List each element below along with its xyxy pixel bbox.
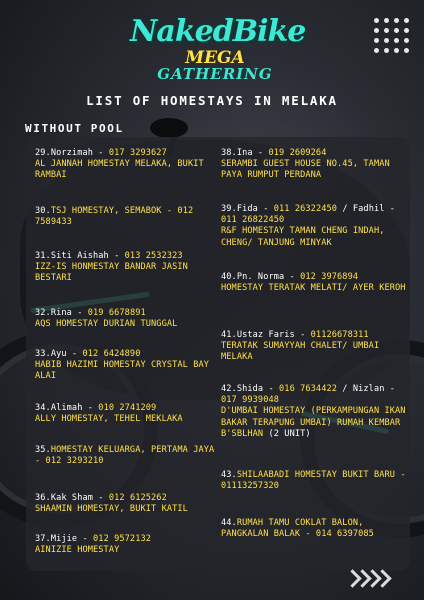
- homestay-entry: [35, 251, 215, 285]
- grid-dot: [384, 28, 389, 33]
- entry-phone: 011 26322450: [273, 204, 338, 214]
- entry-homestay-name: R&F HOMESTAY TAMAN CHENG INDAH, CHENG/ TANJUNG MINYAK: [221, 226, 385, 248]
- dot-grid-icon: [374, 18, 414, 58]
- entry-contact-name-2: / Fadhil -: [337, 204, 396, 214]
- grid-dot: [384, 48, 389, 53]
- entry-contact-line: [35, 534, 215, 545]
- entry-homestay-details: [35, 414, 215, 425]
- entry-contact-line: [35, 251, 215, 262]
- next-arrows-icon: [344, 570, 394, 592]
- entry-phone: - 014 6397085: [300, 529, 374, 540]
- entry-homestay-name: SERAMBI GUEST HOUSE NO.45, TAMAN PAYA RUMPUT PERDANA: [221, 159, 390, 181]
- entry-contact-name: 41.Ustaz Faris -: [221, 330, 311, 340]
- entry-phone: 01126678311: [310, 330, 369, 340]
- homestay-entry: [35, 148, 215, 182]
- entry-contact-line: [221, 330, 407, 341]
- grid-dot: [394, 48, 399, 53]
- entry-contact-line: [221, 518, 407, 540]
- homestay-entry: [221, 470, 407, 492]
- entry-homestay-name: RUMAH TAMU COKLAT BALON, PANGKALAN BALAK: [221, 518, 364, 540]
- entry-homestay-name: HOMESTAY TERATAK MELATI/ AYER KEROH: [221, 283, 406, 294]
- entry-homestay-details: [35, 545, 215, 556]
- grid-dot: [404, 48, 409, 53]
- entry-contact-name: 38.Ina -: [221, 148, 269, 158]
- entry-phone: 013 2532323: [124, 251, 183, 261]
- entry-phone: 012 6424890: [82, 349, 141, 359]
- entry-homestay-details: [35, 504, 215, 515]
- grid-dot: [394, 38, 399, 43]
- homestay-entry: [35, 534, 215, 556]
- grid-dot: [404, 18, 409, 23]
- entry-homestay-name: ALLY HOMESTAY, TEHEL MEKLAKA: [35, 414, 183, 425]
- entry-phone: - 01113257320: [221, 470, 406, 492]
- entry-contact-name: 34.Alimah -: [35, 403, 99, 413]
- homestay-entry: [221, 330, 407, 364]
- entry-homestay-details: [35, 262, 215, 284]
- entry-contact-name: 30.: [35, 206, 51, 216]
- entry-phone: - 012 7589433: [35, 206, 194, 228]
- entry-contact-name: 35.: [35, 445, 51, 455]
- entry-contact-line: [35, 445, 215, 467]
- entry-phone: 019 2609264: [268, 148, 327, 158]
- homestay-entry: [35, 493, 215, 515]
- entry-homestay-name: TERATAK SUMAYYAH CHALET/ UMBAI MELAKA: [221, 341, 380, 363]
- entry-homestay-details: [221, 341, 407, 363]
- homestay-entry: [35, 206, 215, 228]
- entry-homestay-name: HABIB HAZIMI HOMESTAY CRYSTAL BAY ALAI: [35, 360, 210, 382]
- grid-dot: [404, 28, 409, 33]
- entry-contact-line: [221, 470, 407, 492]
- homestay-entry: [35, 403, 215, 425]
- entry-homestay-details: [35, 360, 215, 382]
- grid-dot: [374, 48, 379, 53]
- entry-contact-name: 43.: [221, 470, 237, 480]
- entry-contact-name: 44.: [221, 518, 237, 528]
- entry-contact-line: [35, 206, 215, 228]
- entry-contact-name: 33.Ayu -: [35, 349, 83, 359]
- homestay-entry: [221, 148, 407, 182]
- entry-contact-line: [35, 148, 215, 159]
- homestay-entry: [35, 349, 215, 383]
- entry-phone: 017 3293627: [108, 148, 167, 158]
- grid-dot: [374, 28, 379, 33]
- entry-homestay-name: AL JANNAH HOMESTAY MELAKA, BUKIT RAMBAI: [35, 159, 204, 181]
- entry-homestay-name: AINIZIE HOMESTAY: [35, 545, 120, 556]
- grid-dot: [384, 38, 389, 43]
- entry-homestay-details: [221, 226, 407, 248]
- entry-phone: 016 7634422: [279, 384, 338, 394]
- entry-contact-name: 37.Mijie -: [35, 534, 94, 544]
- entry-phone: 019 6678891: [87, 308, 146, 318]
- grid-dot: [404, 38, 409, 43]
- logo-tagline: GATHERING: [157, 65, 273, 83]
- entry-contact-line: [35, 349, 215, 360]
- grid-dot: [374, 38, 379, 43]
- grid-dot: [394, 18, 399, 23]
- entry-contact-line: [35, 493, 215, 504]
- entry-homestay-details: [221, 406, 407, 440]
- entry-contact-name: 39.Fida -: [221, 204, 274, 214]
- entry-contact-line: [221, 148, 407, 159]
- entry-contact-name: 42.Shida -: [221, 384, 280, 394]
- event-logo: [130, 14, 306, 84]
- homestay-entry: [35, 445, 215, 467]
- entry-contact-line: [35, 403, 215, 414]
- entry-homestay-name: D'UMBAI HOMESTAY (PERKAMPUNGAN IKAN BAKAR TERAPUNG UMBAI) RUMAH KEMBAR B'SBLHAN: [221, 406, 406, 439]
- grid-dot: [394, 28, 399, 33]
- logo-title: NakedBike: [130, 14, 306, 49]
- entry-homestay-details: [35, 319, 215, 330]
- entry-homestay-name: SHILAABADI HOMESTAY BUKIT BARU: [236, 470, 396, 480]
- entry-homestay-name: TSJ HOMESTAY, SEMABOK: [50, 206, 162, 216]
- entry-homestay-details: [221, 159, 407, 181]
- entry-contact-name: 36.Kak Sham -: [35, 493, 109, 503]
- homestay-entry: [35, 308, 215, 330]
- entry-homestay-details: [35, 159, 215, 181]
- entry-homestay-details: [221, 283, 407, 294]
- entry-contact-name: 31.Siti Aishah -: [35, 251, 125, 261]
- entry-contact-name: 29.Norzimah -: [35, 148, 109, 158]
- entry-contact-line: [221, 384, 407, 406]
- entry-phone: 012 9572132: [93, 534, 152, 544]
- entry-phone-2: 017 9939048: [221, 395, 280, 406]
- homestay-entry: [221, 204, 407, 249]
- page-title: LIST OF HOMESTAYS IN MELAKA: [86, 93, 338, 108]
- grid-dot: [384, 18, 389, 23]
- entry-phone-2: 011 26822450: [221, 215, 285, 226]
- homestay-entry: [221, 384, 407, 440]
- entry-contact-line: [35, 308, 215, 319]
- grid-dot: [374, 18, 379, 23]
- entry-contact-line: [221, 272, 407, 283]
- entry-homestay-name: HOMESTAY KELUARGA, PERTAMA JAYA: [50, 445, 215, 455]
- entry-contact-line: [221, 204, 407, 226]
- entry-homestay-name: SHAAMIN HOMESTAY, BUKIT KATIL: [35, 504, 188, 515]
- entry-homestay-name: IZZ-IS HONMESTAY BANDAR JASIN BESTARI: [35, 262, 188, 284]
- homestay-entry: [221, 518, 407, 540]
- entry-phone: 012 6125262: [108, 493, 167, 503]
- entry-homestay-name: AQS HOMESTAY DURIAN TUNGGAL: [35, 319, 178, 330]
- entry-phone: - 012 3293210: [35, 456, 104, 467]
- entry-contact-name: 32.Rina -: [35, 308, 88, 318]
- homestay-entry: [221, 272, 407, 294]
- logo-subtitle: MEGA: [185, 48, 245, 68]
- entry-unit-note: (2 UNIT): [263, 428, 311, 439]
- entry-phone: 010 2741209: [98, 403, 157, 413]
- motorcycle-mirror: [150, 118, 188, 138]
- entry-contact-name: 40.Pn. Norma -: [221, 272, 301, 282]
- entry-phone: 012 3976894: [300, 272, 359, 282]
- entry-contact-name-2: / Nizlan -: [337, 384, 396, 394]
- section-subtitle: WITHOUT POOL: [25, 122, 124, 135]
